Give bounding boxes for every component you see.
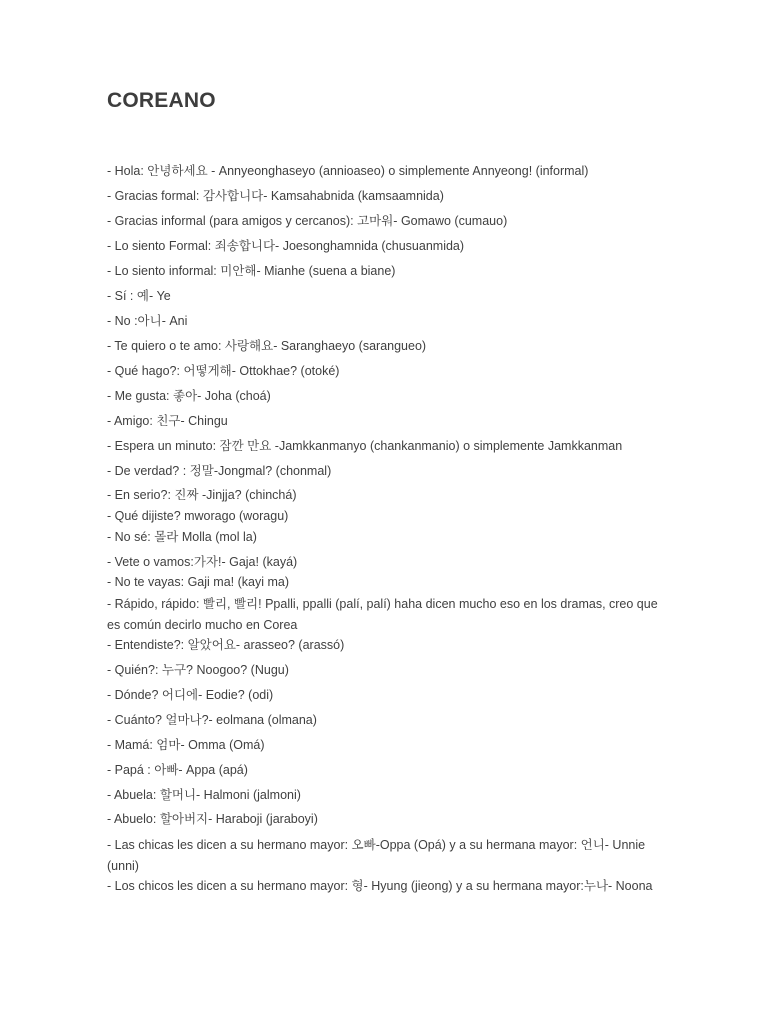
- phrase-line: - Vete o vamos:가자!- Gaja! (kayá): [107, 555, 298, 569]
- phrase-line: - Sí : 예- Ye: [107, 289, 171, 303]
- phrase-line: - Rápido, rápido: 빨리, 빨리! Ppalli, ppalli (palí, palí) haha dicen mucho eso en los dramas, creo que es común decirlo mucho en Corea: [107, 597, 658, 632]
- phrase-line: - Lo siento informal: 미안해- Mianhe (suena a biane): [107, 264, 396, 278]
- phrase-line: - No :아니- Ani: [107, 314, 188, 328]
- phrase-line: - Entendiste?: 알았어요- arasseo? (arassó): [107, 638, 345, 652]
- phrase-line: - Mamá: 엄마- Omma (Omá): [107, 738, 265, 752]
- phrase-line: - De verdad? : 정말-Jongmal? (chonmal): [107, 464, 332, 478]
- phrase-line: - Los chicos les dicen a su hermano mayor: 형- Hyung (jieong) y a su hermana mayor:누나- Noona: [107, 879, 653, 893]
- phrase-line: - Gracias formal: 감사합니다- Kamsahabnida (kamsaamnida): [107, 189, 444, 203]
- phrase-line: - Dónde? 어디에- Eodie? (odi): [107, 688, 274, 702]
- phrase-line: - Gracias informal (para amigos y cercanos): 고마워- Gomawo (cumauo): [107, 214, 508, 228]
- phrase-line: - Las chicas les dicen a su hermano mayor: 오빠-Oppa (Opá) y a su hermana mayor: 언니- Unnie (unni): [107, 838, 646, 873]
- phrase-line: - No te vayas: Gaji ma! (kayi ma): [107, 575, 289, 589]
- phrase-line: - Qué hago?: 어떻게해- Ottokhae? (otoké): [107, 364, 340, 378]
- phrase-line: - Qué dijiste? mworago (woragu): [107, 509, 289, 523]
- page-title: COREANO: [107, 89, 216, 112]
- phrase-line: - Abuelo: 할아버지- Haraboji (jaraboyi): [107, 812, 318, 826]
- phrase-line: - Abuela: 할머니- Halmoni (jalmoni): [107, 788, 301, 802]
- phrase-line: - No sé: 몰라 Molla (mol la): [107, 530, 257, 544]
- phrase-line: - Me gusta: 좋아- Joha (choá): [107, 389, 271, 403]
- phrase-line: - Espera un minuto: 잠깐 만요 -Jamkkanmanyo (chankanmanio) o simplemente Jamkkanman: [107, 439, 623, 453]
- phrase-line: - Lo siento Formal: 죄송합니다- Joesonghamnida (chusuanmida): [107, 239, 465, 253]
- phrase-line: - En serio?: 진짜 -Jinjja? (chinchá): [107, 488, 297, 502]
- phrase-line: - Te quiero o te amo: 사랑해요- Saranghaeyo (sarangueo): [107, 339, 427, 353]
- phrase-line: - Quién?: 누구? Noogoo? (Nugu): [107, 663, 289, 677]
- phrase-line: - Amigo: 친구- Chingu: [107, 414, 228, 428]
- phrase-line: - Cuánto? 얼마나?- eolmana (olmana): [107, 713, 317, 727]
- phrase-line: - Hola: 안녕하세요 - Annyeonghaseyo (annioaseo) o simplemente Annyeong! (informal): [107, 164, 589, 178]
- phrase-line: - Papá : 아빠- Appa (apá): [107, 763, 248, 777]
